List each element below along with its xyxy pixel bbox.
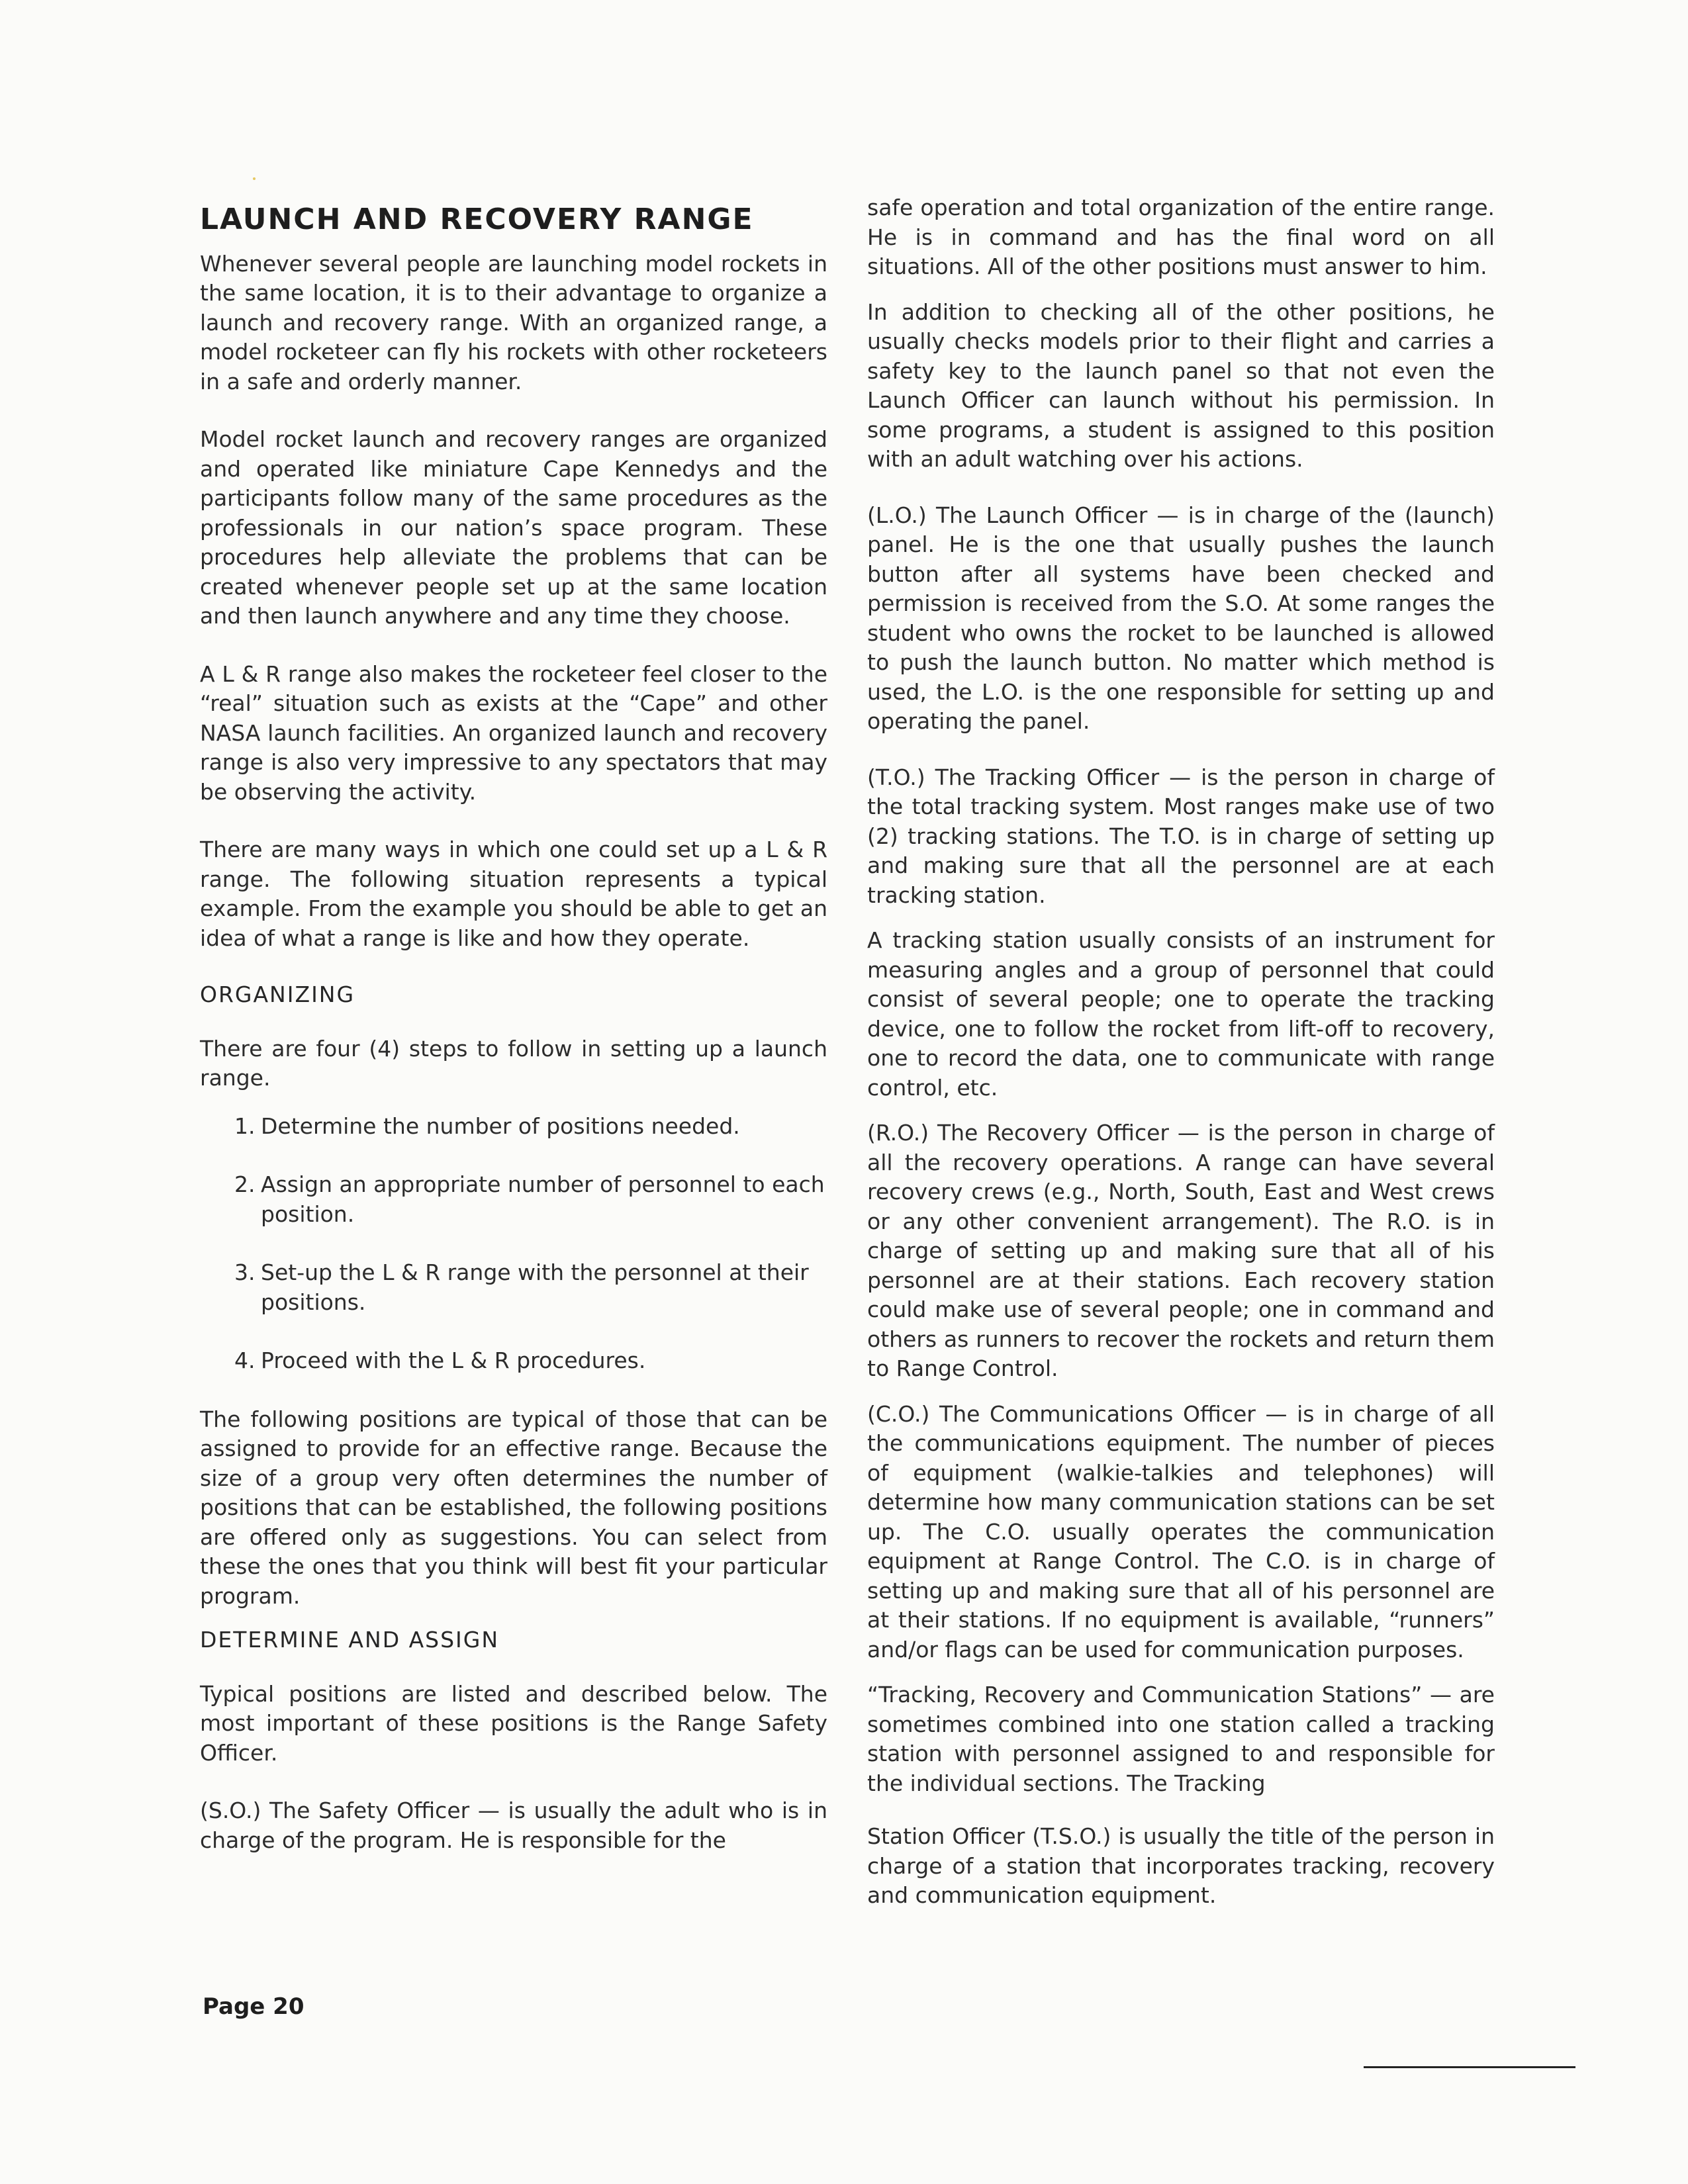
step-text: Set-up the L & R range with the personnel at their positions.	[261, 1259, 809, 1315]
cape-kennedy-paragraph: Model rocket launch and recovery ranges are organized and operated like miniature Cape Kennedys and the participants follow many of the same procedures as the professionals in our nation’s space program. These procedures help alleviate the problems that can be created whenever people set up at the same location and then launch anywhere and any time they choose.	[200, 426, 827, 629]
positions-paragraph: The following positions are typical of those that can be assigned to provide for an effective range. Because the size of a group very often determines the number of positions that can be established, the following positions are offered only as suggestions. You can select from these the ones that you think will best fit your particular program.	[200, 1406, 827, 1609]
intro-paragraph: Whenever several people are launching model rockets in the same location, it is to their advantage to organize a launch and recovery range. With an organized range, a model rocketeer can fly his rockets with other rocketeers in a safe and orderly manner.	[200, 250, 827, 394]
tso-paragraph: Station Officer (T.S.O.) is usually the title of the person in charge of a station that incorporates tracking, recovery and communication equipment.	[867, 1823, 1495, 1908]
communications-officer-paragraph: (C.O.) The Communications Officer — is in charge of all the communications equipment. The number of pieces of equipment (walkie-talkies and telephones) will determine how many communication stations can be set up. The C.O. usually operates the communication equipment at Range Control. The C.O. is in charge of setting up and making sure that all of his personnel are at their stations. If no equipment is available, “runners” and/or flags can be used for communication purposes.	[867, 1400, 1495, 1662]
page-number: Page 20	[203, 1993, 305, 2020]
steps-list	[200, 1112, 827, 1376]
recovery-officer-paragraph: (R.O.) The Recovery Officer — is the person in charge of all the recovery operations. A range can have several recovery crews (e.g., North, South, East and West crews or any other convenient arrangement). The R.O. is in charge of setting up and making sure that all of his personnel are at their stations. Each recovery station could make use of several people; one in command and others as runners to recover the rockets and return them to Range Control.	[867, 1120, 1495, 1381]
nasa-paragraph: A L & R range also makes the rocketeer feel closer to the “real” situation such as exists at the “Cape” and other NASA launch facilities. An organized launch and recovery range is also very impressive to any spectators that may be observing the activity.	[200, 660, 827, 805]
footer-rule	[1364, 2066, 1575, 2068]
step-item	[234, 1346, 827, 1376]
safety-officer-paragraph: (S.O.) The Safety Officer — is usually the adult who is in charge of the program. He is responsible for the	[200, 1797, 827, 1853]
step-item	[234, 1258, 827, 1317]
right-column	[867, 193, 1495, 1927]
tracking-officer-paragraph: (T.O.) The Tracking Officer — is the person in charge of the total tracking system. Most ranges make use of two (2) tracking stations. The T.O. is in charge of setting up and making sure that all the personnel are at each tracking station.	[867, 764, 1495, 908]
step-number: 2.	[234, 1171, 256, 1198]
tracking-station-paragraph: A tracking station usually consists of an instrument for measuring angles and a group of personnel that could consist of several people; one to operate the tracking device, one to follow the rocket from lift-off to recovery, one to record the data, one to communicate with range control, etc.	[867, 927, 1495, 1101]
step-number: 4.	[234, 1347, 256, 1374]
step-item	[234, 1170, 827, 1229]
step-number: 3.	[234, 1259, 256, 1286]
determine-assign-heading: DETERMINE AND ASSIGN	[200, 1627, 500, 1653]
example-paragraph: There are many ways in which one could set up a L & R range. The following situation represents a typical example. From the example you should be able to get an idea of what a range is like and how they operate.	[200, 837, 827, 951]
left-column	[200, 193, 827, 1884]
typical-positions-paragraph: Typical positions are listed and described below. The most important of these positions is the Range Safety Officer.	[200, 1680, 827, 1766]
page-title: LAUNCH AND RECOVERY RANGE	[200, 203, 754, 236]
launch-officer-paragraph: (L.O.) The Launch Officer — is in charge of the (launch) panel. He is the one that usually pushes the launch button after all systems have been checked and permission is received from the S.O. At some ranges the student who owns the rocket to be launched is allowed to push the launch button. No matter which method is used, the L.O. is the one responsible for setting up and operating the panel.	[867, 502, 1495, 734]
step-text: Proceed with the L & R procedures.	[261, 1347, 646, 1374]
step-number: 1.	[234, 1113, 256, 1139]
step-item	[234, 1112, 827, 1142]
steps-intro-paragraph: There are four (4) steps to follow in setting up a launch range.	[200, 1035, 827, 1091]
safe-operation-paragraph: safe operation and total organization of the entire range. He is in command and has the final word on all situations. All of the other positions must answer to him.	[867, 195, 1495, 279]
organizing-heading: ORGANIZING	[200, 981, 355, 1008]
step-text: Determine the number of positions needed.	[261, 1113, 740, 1139]
combined-stations-paragraph: “Tracking, Recovery and Communication Stations” — are sometimes combined into one station called a tracking station with personnel assigned to and responsible for the individual sections. The Tracking	[867, 1682, 1495, 1796]
paper-speck	[253, 177, 256, 180]
safety-key-paragraph: In addition to checking all of the other positions, he usually checks models prior to their flight and carries a safety key to the launch panel so that not even the Launch Officer can launch without his permission. In some programs, a student is assigned to this position with an adult watching over his actions.	[867, 298, 1495, 472]
step-text: Assign an appropriate number of personnel to each position.	[261, 1171, 825, 1227]
